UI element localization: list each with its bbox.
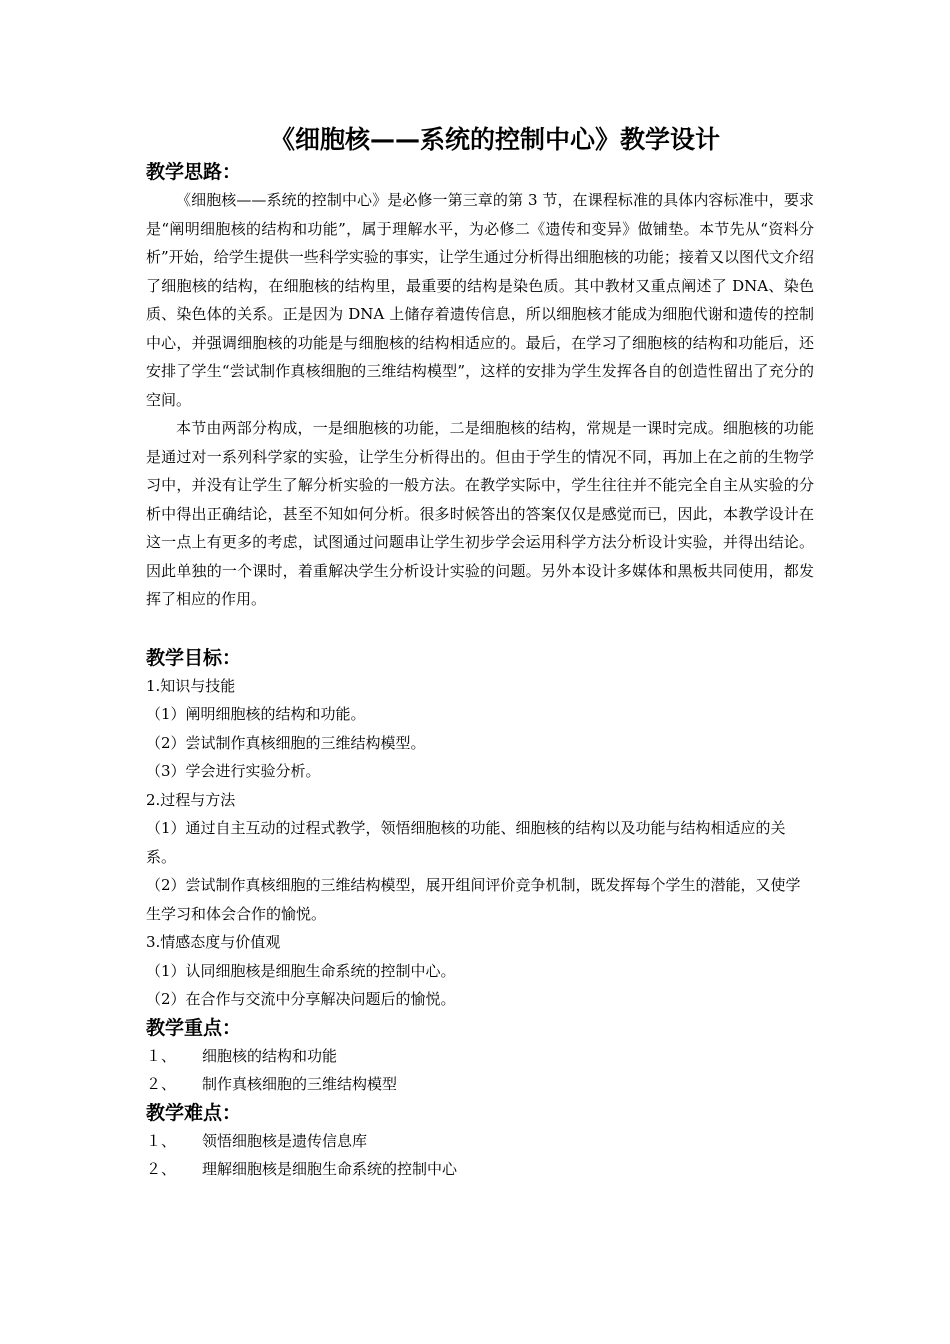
goal-item: （1）阐明细胞核的结构和功能。 <box>146 705 366 723</box>
list-number: ２、 <box>146 1160 177 1178</box>
goal-item: （2）尝试制作真核细胞的三维结构模型。 <box>146 733 426 752</box>
thinking-paragraph-1: 《细胞核——系统的控制中心》是必修一第三章的第 3 节，在课程标准的具体内容标准中，要求是“阐明细胞核的结构和功能”，属于理解水平，为必修二《遗传和变异》做铺垫。本节先从“资料分析”开始，给学生提供一些科学实验的事实，让学生通过分析得出细胞核的功能；接着又以图代文介绍了细胞核的结构，在细胞核的结构里，最重要的结构是染色质。其中教材又重点阐述了 DNA、染色质、染色体的关系。正是因为 DNA 上储存着遗传信息，所以细胞核才能成为细胞代谢和遗传的控制中心，并强调细胞核的功能是与细胞核的结构相适应的。最后，在学习了细胞核的结构和功能后，还安排了学生“尝试制作真核细胞的三维结构模型”，这样的安排为学生发挥各自的创造性留出了充分的空间。 <box>146 191 814 409</box>
goal-item: （2）尝试制作真核细胞的三维结构模型，展开组间评价竞争机制，既发挥每个学生的潜能，又使学生学习和体会合作的愉悦。 <box>146 876 801 923</box>
difficulty-text: 领悟细胞核是遗传信息库 <box>202 1131 368 1150</box>
list-number: １、 <box>146 1131 177 1150</box>
key-point-text: 制作真核细胞的三维结构模型 <box>202 1075 398 1093</box>
goal-group-title: 1.知识与技能 <box>146 676 236 695</box>
goal-item: （1）通过自主互动的过程式教学，领悟细胞核的功能、细胞核的结构以及功能与结构相适应的关系。 <box>146 819 786 866</box>
goal-group-title: 2.过程与方法 <box>146 790 236 809</box>
goal-group-title: 3.情感态度与价值观 <box>146 933 281 951</box>
key-point-item <box>146 1070 814 1099</box>
spacer <box>146 614 814 644</box>
difficulty-item <box>146 1127 814 1156</box>
section-heading-goals: 教学目标： <box>146 646 242 669</box>
key-point-text: 细胞核的结构和功能 <box>202 1046 338 1065</box>
document-title: 《细胞核——系统的控制中心》教学设计 <box>269 125 720 154</box>
goals-list <box>146 672 814 1014</box>
section-heading-difficulties: 教学难点： <box>146 1101 242 1124</box>
list-number: １、 <box>146 1046 177 1065</box>
document-page <box>146 122 814 1184</box>
difficulty-item <box>146 1155 814 1184</box>
difficulty-text: 理解细胞核是细胞生命系统的控制中心 <box>202 1160 458 1178</box>
goal-item: （2）在合作与交流中分享解决问题后的愉悦。 <box>146 990 456 1008</box>
thinking-paragraph-2: 本节由两部分构成，一是细胞核的功能，二是细胞核的结构，常规是一课时完成。细胞核的功能是通过对一系列科学家的实验，让学生分析得出的。但由于学生的情况不同，再加上在之前的生物学习中，并没有让学生了解分析实验的一般方法。在教学实际中，学生往往并不能完全自主从实验的分析中得出正确结论，甚至不知如何分析。很多时候答出的答案仅仅是感觉而已，因此，本教学设计在这一点上有更多的考虑，试图通过问题串让学生初步学会运用科学方法分析设计实验，并得出结论。因此单独的一个课时，着重解决学生分析设计实验的问题。另外本设计多媒体和黑板共同使用，都发挥了相应的作用。 <box>146 419 814 608</box>
goal-item: （3）学会进行实验分析。 <box>146 762 321 780</box>
section-heading-key-points: 教学重点： <box>146 1016 242 1039</box>
goal-item: （1）认同细胞核是细胞生命系统的控制中心。 <box>146 961 456 980</box>
section-heading-thinking: 教学思路： <box>146 161 242 183</box>
key-point-item <box>146 1042 814 1071</box>
list-number: ２、 <box>146 1075 177 1093</box>
